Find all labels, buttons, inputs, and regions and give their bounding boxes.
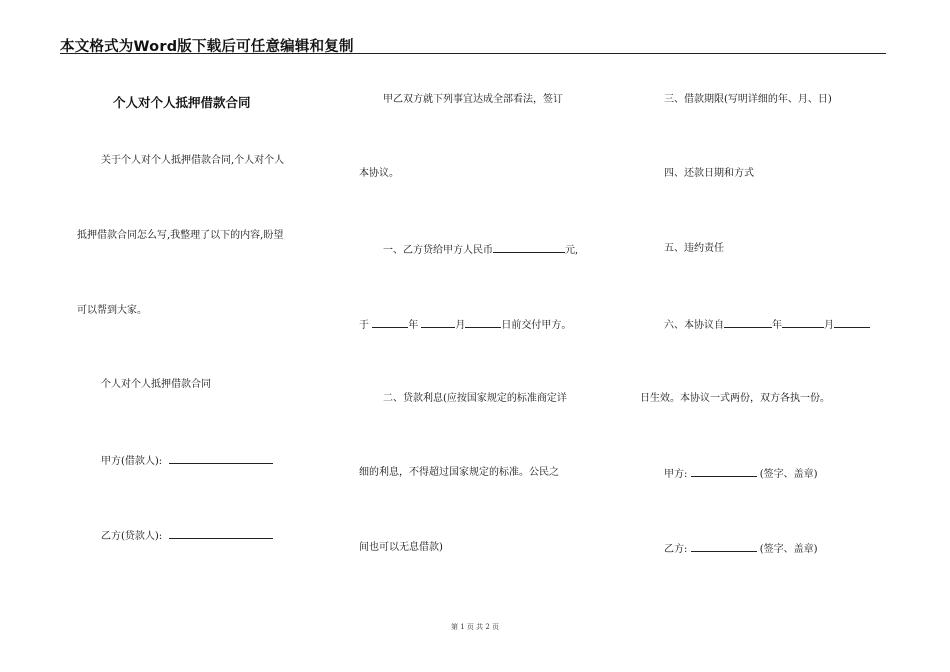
party-a-label: 甲方(借款人): [101,456,163,467]
clause-5: 五、违约责任 [664,243,724,254]
contract-subtitle: 个人对个人抵押借款合同 [101,379,211,390]
clause-2-line-1: 二、贷款利息(应按国家规定的标准商定详 [383,393,567,404]
signature-a-label: 甲方: [664,469,688,480]
clause-1-line-2 [359,317,571,333]
clause-1-text: 一、乙方贷给甲方人民币 [383,245,493,256]
party-b-blank[interactable] [169,528,273,539]
signature-a-line [664,466,818,482]
delivery-day-blank[interactable] [465,317,501,328]
clause-1-prefix: 于 [359,320,369,331]
month-label: 月 [455,320,466,331]
party-b-label: 乙方(贷款人): [101,531,163,542]
header-divider [60,53,886,54]
intro-line-2: 抵押借款合同怎么写,我整理了以下的内容,盼望 [77,230,284,241]
clause-1-unit: 元, [565,245,579,256]
effective-year-label: 年 [772,320,782,331]
clause-6-line-1 [664,317,870,333]
signature-a-blank[interactable] [691,466,757,477]
clause-6-text: 六、本协议自 [664,320,724,331]
intro-line-1: 关于个人对个人抵押借款合同,个人对个人 [101,155,285,166]
party-a-line [101,453,273,469]
page-footer: 第 1 页 共 2 页 [450,623,500,631]
signature-b-label: 乙方: [664,544,688,555]
clause-3: 三、借款期限(写明详细的年、月、日) [664,94,832,105]
delivery-suffix: 日前交付甲方。 [501,320,572,331]
signature-b-note: (签字、盖章) [759,544,818,555]
signature-a-note: (签字、盖章) [759,469,818,480]
delivery-month-blank[interactable] [421,317,455,328]
effective-day-blank[interactable] [834,317,870,328]
header-title: 本文格式为Word版下载后可任意编辑和复制 [60,39,354,55]
document-title: 个人对个人抵押借款合同 [113,95,251,110]
clause-2-line-3: 间也可以无息借款) [359,542,443,553]
party-a-blank[interactable] [169,453,273,464]
clause-6-line-2: 日生效。本协议一式两份，双方各执一份。 [640,393,830,404]
agreement-para-line-2: 本协议。 [359,168,399,179]
amount-blank[interactable] [493,242,565,253]
clause-2-line-2: 细的利息，不得超过国家规定的标准。公民之 [359,467,559,478]
effective-year-blank[interactable] [724,317,772,328]
clause-1-line-1 [383,242,578,258]
clause-4: 四、还款日期和方式 [664,168,754,179]
year-label: 年 [408,320,419,331]
delivery-year-blank[interactable] [372,317,408,328]
party-b-line [101,528,273,544]
signature-b-blank[interactable] [691,541,757,552]
intro-line-3: 可以帮到大家。 [77,305,147,316]
effective-month-label: 月 [824,320,834,331]
signature-b-line [664,541,818,557]
agreement-para-line-1: 甲乙双方就下列事宜达成全部看法，签订 [383,94,563,105]
effective-month-blank[interactable] [782,317,824,328]
